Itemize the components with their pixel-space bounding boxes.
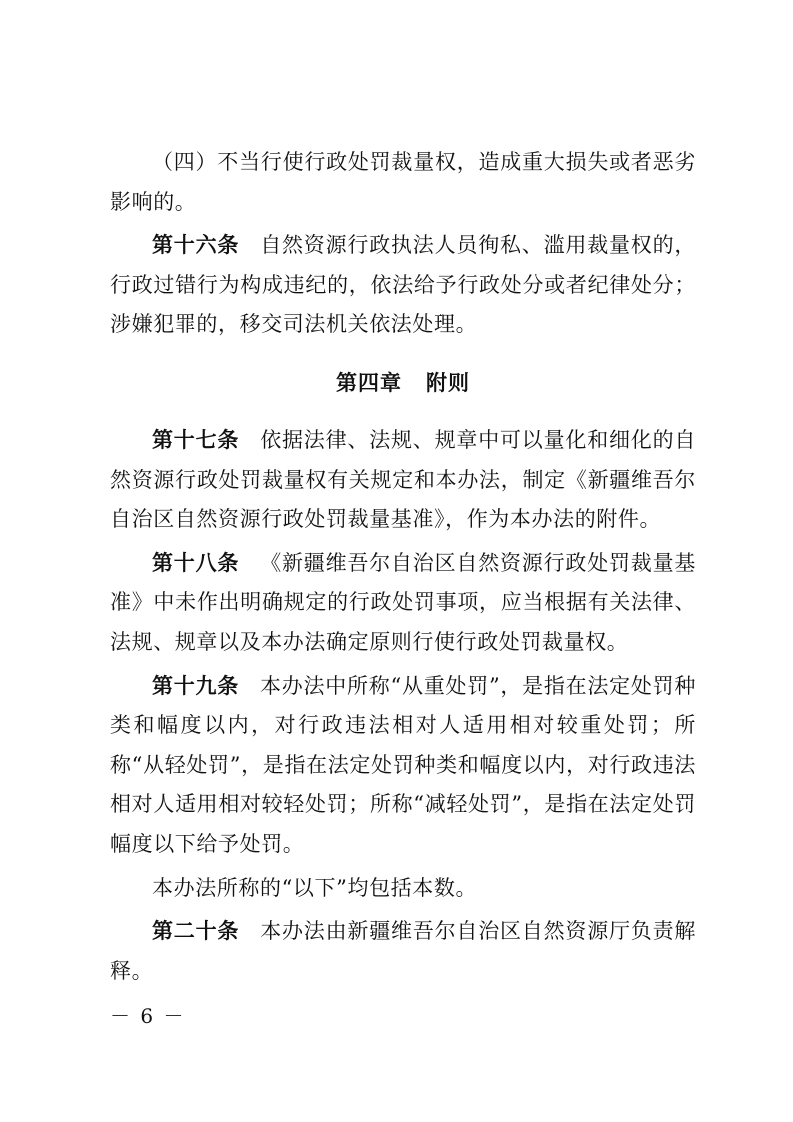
chapter-number: 第四章 <box>336 370 402 395</box>
article-label: 第十六条 <box>152 233 240 258</box>
article-text: 依据法律、法规、规章中可以量化和细化的自然资源行政处罚裁量权有关规定和本办法，制定《新疆维吾尔自治区自然资源行政处罚裁量基准》，作为本办法的附件。 <box>110 427 696 532</box>
paragraph-text: 本办法所称的“以下”均包括本数。 <box>152 875 478 900</box>
chapter-heading <box>110 363 696 403</box>
article-text: 《新疆维吾尔自治区自然资源行政处罚裁量基准》中未作出明确规定的行政处罚事项，应当根据有关法律、法规、规章以及本办法确定原则行使行政处罚裁量权。 <box>110 550 696 654</box>
chapter-title: 附则 <box>426 370 470 395</box>
article-18 <box>110 544 696 663</box>
article-label: 第十九条 <box>152 673 239 698</box>
article-17 <box>110 421 696 540</box>
paragraph-item-4 <box>110 143 696 222</box>
article-20 <box>110 912 696 991</box>
article-text: 本办法中所称“从重处罚”，是指在法定处罚种类和幅度以内，对行政违法相对人适用相对较重处罚；所称“从轻处罚”，是指在法定处罚种类和幅度以内，对行政违法相对人适用相对较轻处罚；所称“减轻处罚”，是指在法定处罚幅度以下给予处罚。 <box>110 673 696 856</box>
article-19 <box>110 667 696 865</box>
article-label: 第二十条 <box>152 919 240 944</box>
article-label: 第十七条 <box>152 427 240 452</box>
paragraph-scope-note <box>110 869 696 909</box>
article-text: 自然资源行政执法人员徇私、滥用裁量权的，行政过错行为构成违纪的，依法给予行政处分或者纪律处分；涉嫌犯罪的，移交司法机关依法处理。 <box>110 233 696 337</box>
paragraph-text: （四）不当行使行政处罚裁量权，造成重大损失或者恶劣影响的。 <box>110 150 696 214</box>
article-text: 本办法由新疆维吾尔自治区自然资源厅负责解释。 <box>110 919 696 983</box>
article-16 <box>110 226 696 345</box>
page-number: － 6 － <box>110 1004 186 1028</box>
article-label: 第十八条 <box>152 550 240 575</box>
document-body <box>110 143 696 991</box>
